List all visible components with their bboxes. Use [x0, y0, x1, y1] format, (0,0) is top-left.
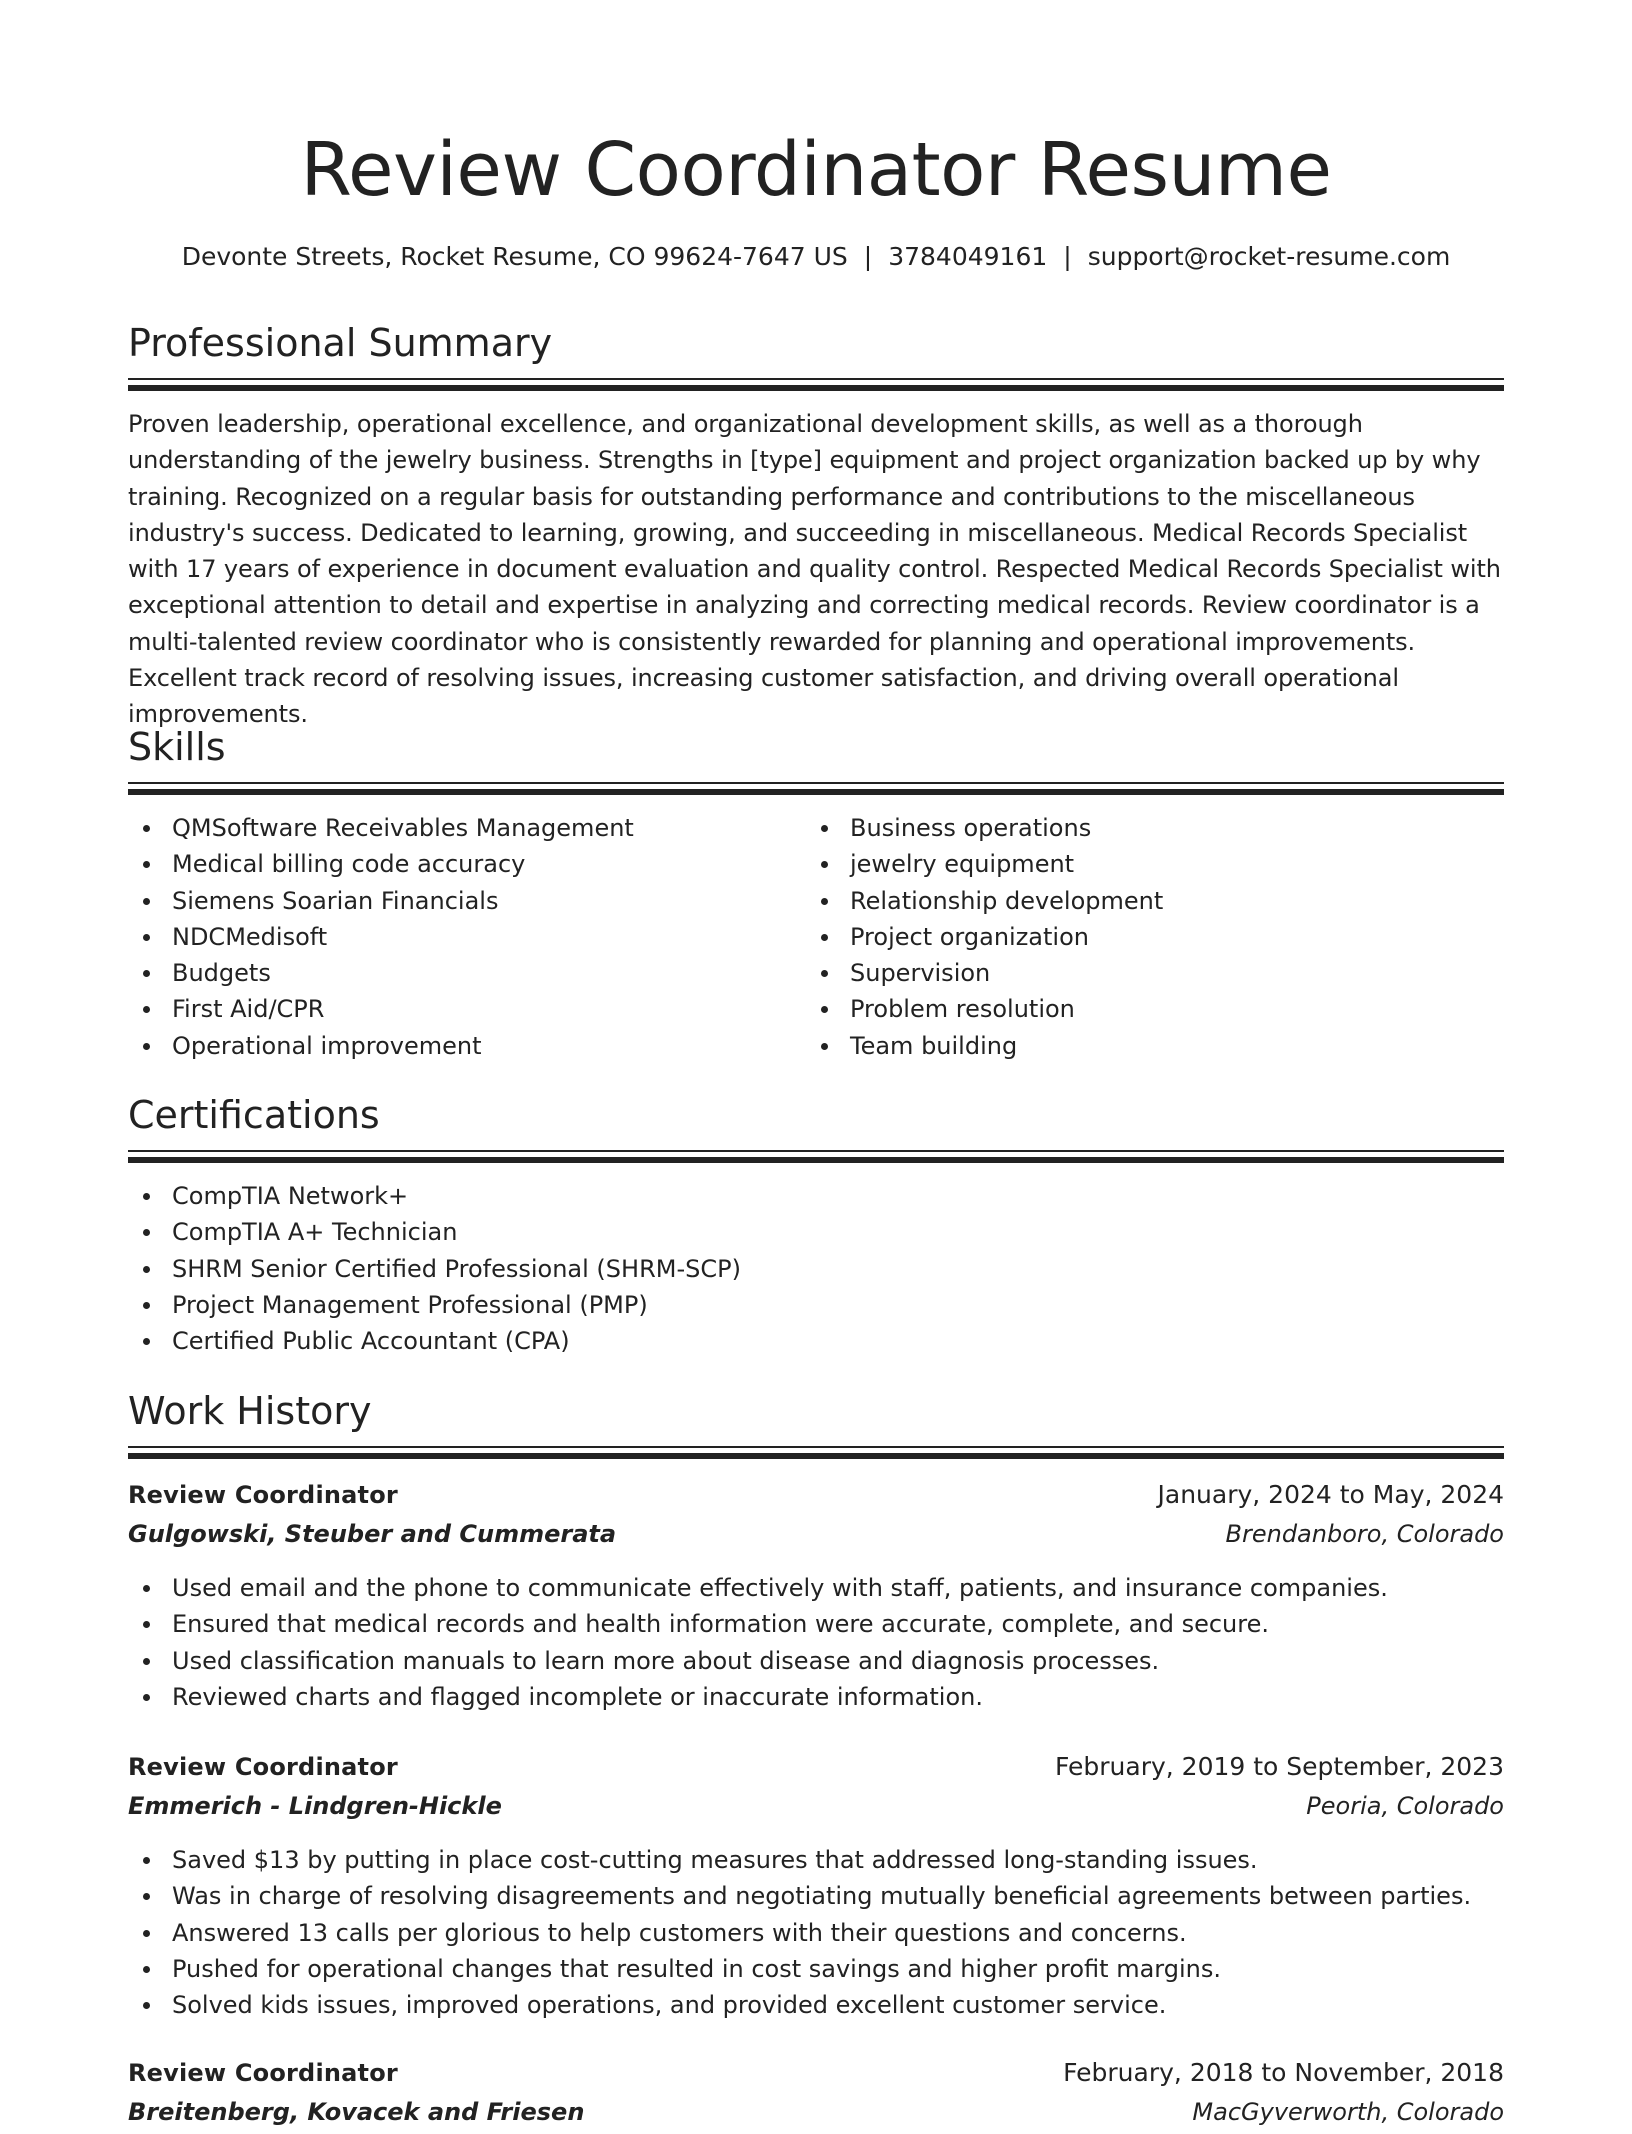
- section-heading-skills: Skills: [128, 725, 226, 769]
- list-item: Problem resolution: [806, 991, 1466, 1027]
- resume-page: [128, 0, 1504, 2126]
- list-item: Was in charge of resolving disagreements and negotiating mutually beneficial agreements between parties.: [128, 1878, 1504, 1914]
- job-header: [128, 2054, 1504, 2134]
- list-item: Supervision: [806, 955, 1466, 991]
- job-dates: February, 2018 to November, 2018: [1063, 2058, 1504, 2087]
- list-item: Saved $13 by putting in place cost-cutting measures that addressed long-standing issues.: [128, 1842, 1504, 1878]
- section-divider: [128, 1150, 1504, 1162]
- section-divider: [128, 782, 1504, 794]
- list-item: Solved kids issues, improved operations, and provided excellent customer service.: [128, 1987, 1504, 2023]
- job-location: Peoria, Colorado: [1306, 1792, 1504, 1820]
- job-title: Review Coordinator: [128, 2059, 398, 2087]
- job-header: [128, 1748, 1504, 1828]
- list-item: SHRM Senior Certified Professional (SHRM-SCP): [128, 1251, 1504, 1287]
- job-title: Review Coordinator: [128, 1481, 398, 1509]
- contact-separator: |: [863, 242, 873, 271]
- list-item: CompTIA Network+: [128, 1178, 1504, 1214]
- list-item: Ensured that medical records and health information were accurate, complete, and secure.: [128, 1606, 1504, 1642]
- list-item: Business operations: [806, 810, 1466, 846]
- section-heading-certifications: Certifications: [128, 1093, 380, 1137]
- list-item: CompTIA A+ Technician: [128, 1214, 1504, 1250]
- list-item: Relationship development: [806, 883, 1466, 919]
- contact-separator: |: [1063, 242, 1072, 271]
- contact-address: Devonte Streets, Rocket Resume, CO 99624-7647 US: [181, 242, 848, 271]
- list-item: NDCMedisoft: [128, 919, 788, 955]
- list-item: Medical billing code accuracy: [128, 846, 788, 882]
- section-divider: [128, 1446, 1504, 1458]
- job-dates: February, 2019 to September, 2023: [1055, 1752, 1504, 1781]
- list-item: Team building: [806, 1028, 1466, 1064]
- list-item: Operational improvement: [128, 1028, 788, 1064]
- job-title: Review Coordinator: [128, 1753, 398, 1781]
- certifications-list: [128, 1178, 1504, 1359]
- list-item: Pushed for operational changes that resulted in cost savings and higher profit margins.: [128, 1951, 1504, 1987]
- list-item: First Aid/CPR: [128, 991, 788, 1027]
- job-location: Brendanboro, Colorado: [1225, 1520, 1504, 1548]
- contact-email: support@rocket-resume.com: [1087, 242, 1451, 271]
- contact-line: [128, 238, 1504, 276]
- list-item: Project Management Professional (PMP): [128, 1287, 1504, 1323]
- section-divider: [128, 378, 1504, 390]
- job-duties-list: [128, 1842, 1504, 2023]
- list-item: jewelry equipment: [806, 846, 1466, 882]
- job-company: Emmerich - Lindgren-Hickle: [128, 1792, 502, 1820]
- list-item: Budgets: [128, 955, 788, 991]
- summary-text: Proven leadership, operational excellence, and organizational development skills, as well as a thorough understanding of the jewelry business. Strengths in [type] equipment and project organization backed up by why training. Recognized on a regular basis for outstanding performance and contributions to the miscellaneous industry's success. Dedicated to learning, growing, and succeeding in miscellaneous. Medical Records Specialist with 17 years of experience in document evaluation and quality control. Respected Medical Records Specialist with exceptional attention to detail and expertise in analyzing and correcting medical records. Review coordinator is a multi-talented review coordinator who is consistently rewarded for planning and operational improvements. Excellent track record of resolving issues, increasing customer satisfaction, and driving overall operational improvements.: [128, 410, 1501, 729]
- job-header: [128, 1476, 1504, 1556]
- list-item: Used email and the phone to communicate effectively with staff, patients, and insurance companies.: [128, 1570, 1504, 1606]
- list-item: Used classification manuals to learn more about disease and diagnosis processes.: [128, 1643, 1504, 1679]
- job-dates: January, 2024 to May, 2024: [1157, 1480, 1504, 1509]
- resume-title: Review Coordinator Resume: [300, 127, 1332, 213]
- job-company: Gulgowski, Steuber and Cummerata: [128, 1520, 617, 1548]
- list-item: Answered 13 calls per glorious to help customers with their questions and concerns.: [128, 1915, 1504, 1951]
- job-location: MacGyverworth, Colorado: [1192, 2098, 1504, 2126]
- contact-phone: 3784049161: [888, 242, 1048, 271]
- job-duties-list: [128, 1570, 1504, 1715]
- list-item: Reviewed charts and flagged incomplete or inaccurate information.: [128, 1679, 1504, 1715]
- job-company: Breitenberg, Kovacek and Friesen: [128, 2098, 585, 2126]
- skills-list-left: [128, 810, 788, 1064]
- list-item: QMSoftware Receivables Management: [128, 810, 788, 846]
- section-heading-work-history: Work History: [128, 1389, 372, 1433]
- list-item: Project organization: [806, 919, 1466, 955]
- skills-list-right: [806, 810, 1466, 1064]
- section-heading-summary: Professional Summary: [128, 321, 553, 365]
- list-item: Siemens Soarian Financials: [128, 883, 788, 919]
- list-item: Certified Public Accountant (CPA): [128, 1323, 1504, 1359]
